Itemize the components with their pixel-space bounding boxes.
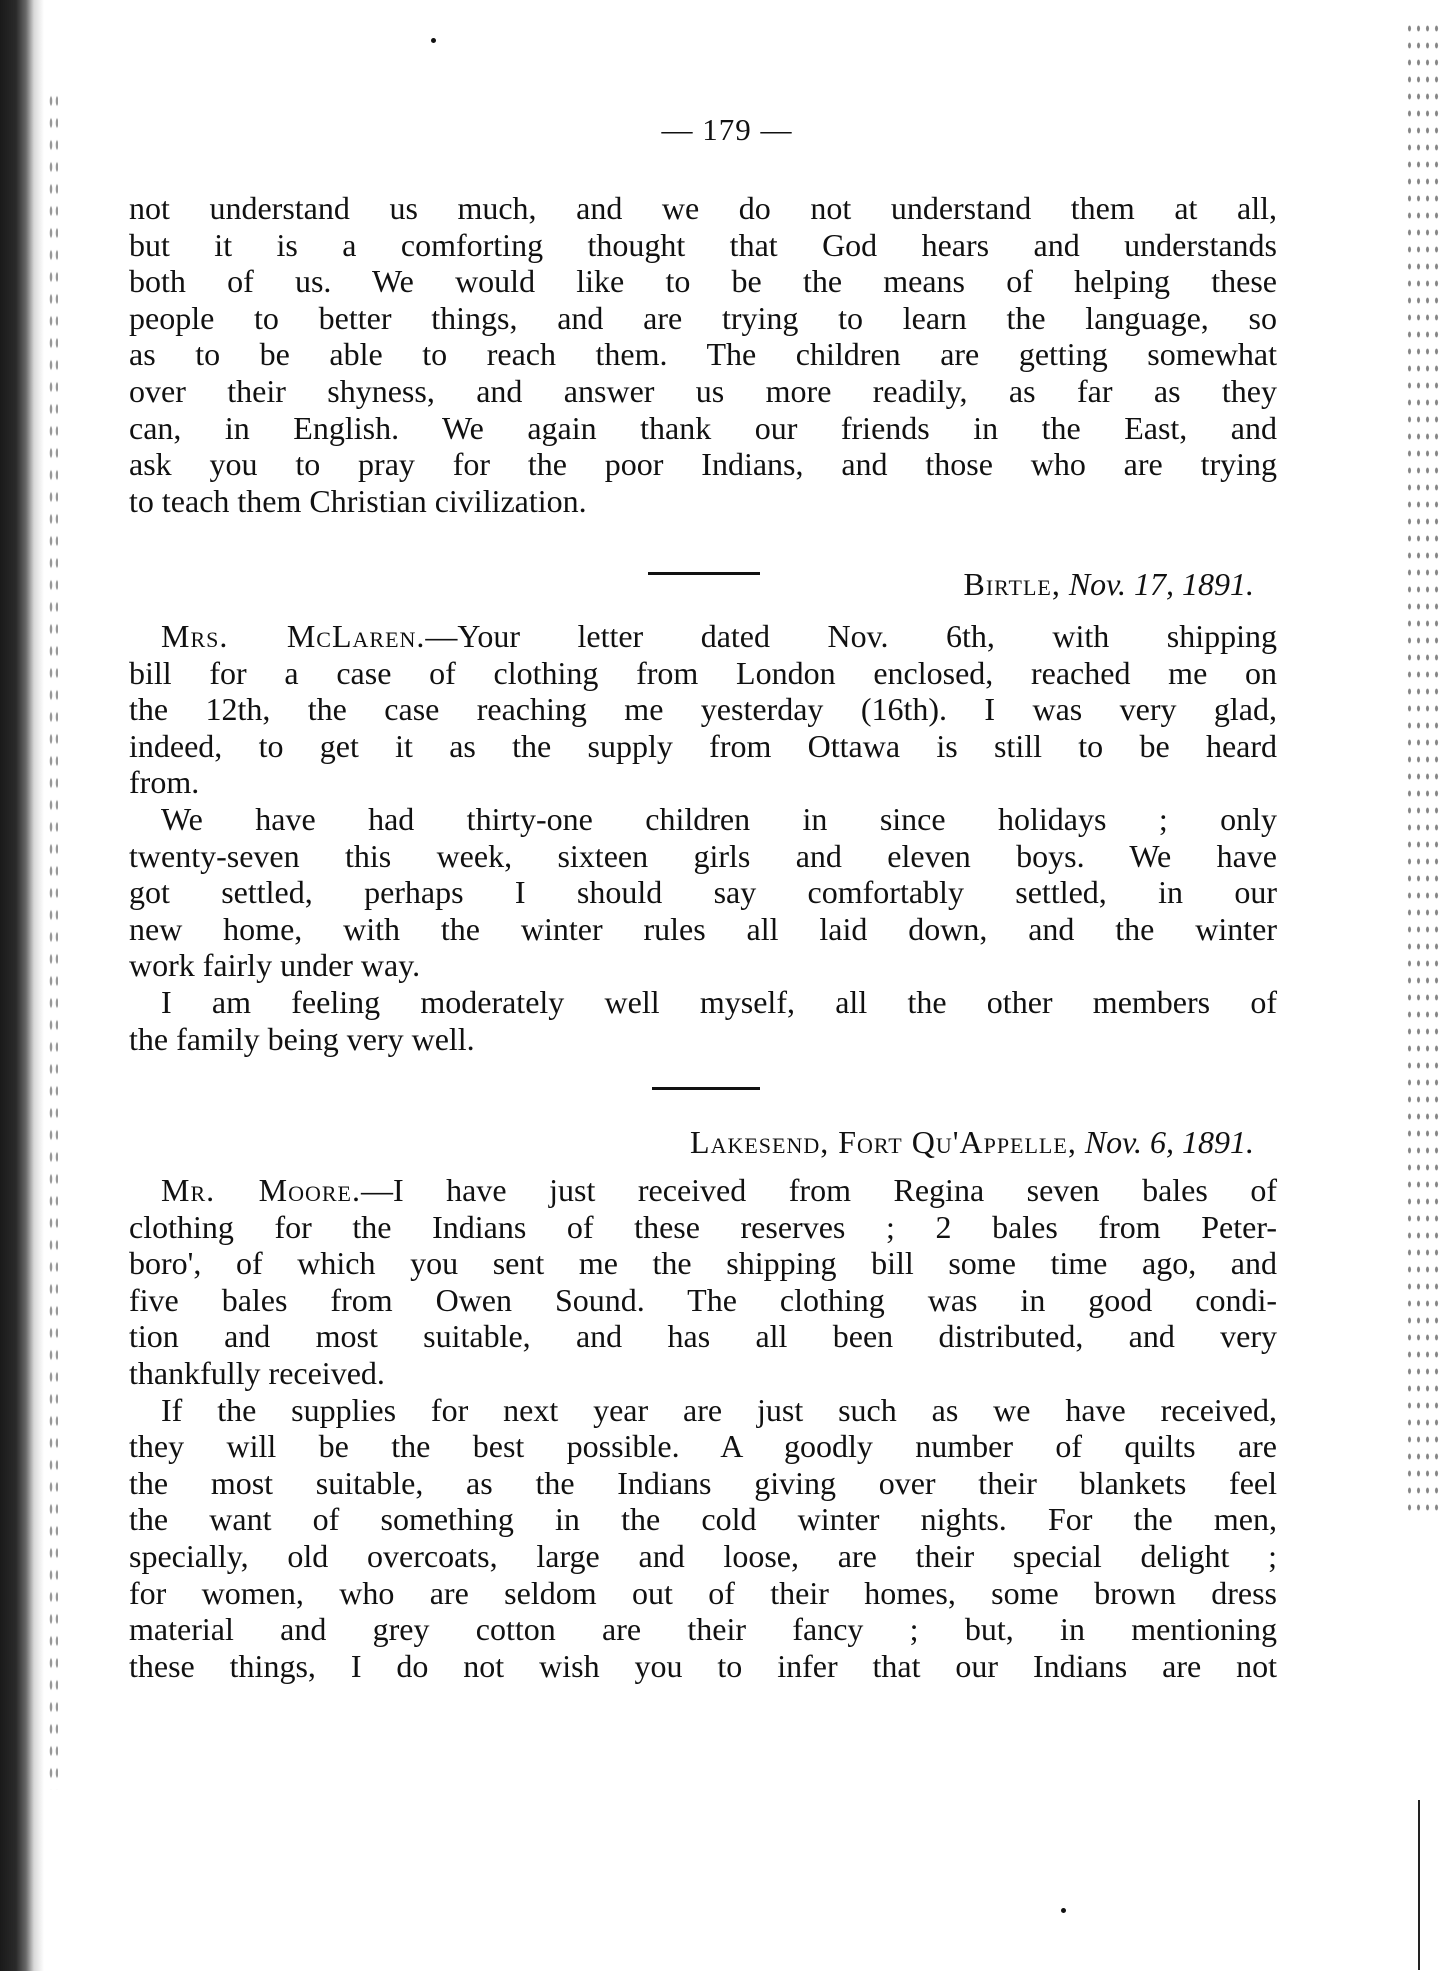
text-line: the want of something in the cold winter nights. For the men, [129,1501,1277,1538]
text-line: tion and most suitable, and has all been distributed, and very [129,1318,1277,1355]
text-line: the 12th, the case reaching me yesterday (16th). I was very glad, [129,691,1277,728]
text-line: ask you to pray for the poor Indians, and those who are trying [129,446,1277,483]
text-line: specially, old overcoats, large and loose, are their special delight ; [129,1537,1277,1574]
dateline-birtle [963,566,1254,603]
dateline-place: Birtle, [963,566,1061,602]
scan-speck [1061,1908,1066,1913]
text-line: got settled, perhaps I should say comfortably settled, in our [129,874,1277,911]
text-line: can, in English. We again thank our friends in the East, and [129,409,1277,446]
text-line: not understand us much, and we do not understand them at all, [129,190,1277,226]
text-line: five bales from Owen Sound. The clothing was in good condi- [129,1281,1277,1318]
page-number: — 179 — [661,112,793,147]
text-line: I am feeling moderately well myself, all the other members of [161,983,1277,1020]
text-line: to teach them Christian civilization. [129,482,587,519]
dateline-date: Nov. 6, 1891. [1084,1124,1254,1160]
dateline-date: Nov. 17, 1891. [1068,566,1254,602]
text-line: but it is a comforting thought that God hears and understands [129,226,1277,263]
text-line: as to be able to reach them. The children are getting somewhat [129,336,1277,373]
text-line: boro', of which you sent me the shipping bill some time ago, and [129,1245,1277,1282]
right-edge-line [1418,1800,1420,1970]
text-line: these things, I do not wish you to infer that our Indians are not [129,1647,1277,1684]
section-rule [652,1087,760,1090]
text-line: indeed, to get it as the supply from Ottawa is still to be heard [129,727,1277,764]
text-line: people to better things, and are trying to learn the language, so [129,299,1277,336]
text-line: Mr. Moore.—I have just received from Regina seven bales of [161,1172,1278,1208]
right-edge-speckle [1405,20,1441,1520]
text-line: bill for a case of clothing from London enclosed, reached me on [129,654,1277,691]
dateline-lakesend [690,1124,1254,1161]
text-line: for women, who are seldom out of their homes, some brown dress [129,1574,1277,1611]
text-line: new home, with the winter rules all laid down, and the winter [129,910,1277,947]
text-line: If the supplies for next year are just such as we have received, [161,1391,1277,1428]
salutation: Mrs. McLaren. [161,618,426,654]
salutation: Mr. Moore. [161,1172,361,1208]
text-line: twenty-seven this week, sixteen girls and eleven boys. We have [129,837,1277,874]
binding-speckle [48,90,58,1790]
letter-moore [129,1172,1277,1684]
section-rule [648,572,760,575]
text-line: the most suitable, as the Indians giving over their blankets feel [129,1464,1277,1501]
text-line: both of us. We would like to be the means of helping these [129,263,1277,300]
text-line: thankfully received. [129,1354,385,1391]
text-line: clothing for the Indians of these reserves ; 2 bales from Peter- [129,1208,1277,1245]
dateline-place: Lakesend, Fort Qu'Appelle, [690,1124,1077,1160]
text-line: over their shyness, and answer us more readily, as far as they [129,372,1277,409]
letter-mclaren [129,618,1277,1057]
binding-edge [0,0,44,1971]
scan-speck [431,38,436,43]
text-line: they will be the best possible. A goodly number of quilts are [129,1428,1277,1465]
text-line: We have had thirty-one children in since holidays ; only [161,800,1277,837]
text-line: from. [129,764,200,801]
continued-paragraph [129,190,1277,519]
text-line: material and grey cotton are their fancy ; but, in mentioning [129,1611,1277,1648]
text-line: work fairly under way. [129,947,421,984]
text-line: Mrs. McLaren.—Your letter dated Nov. 6th, with shipping [161,618,1277,654]
text-line: the family being very well. [129,1020,475,1057]
